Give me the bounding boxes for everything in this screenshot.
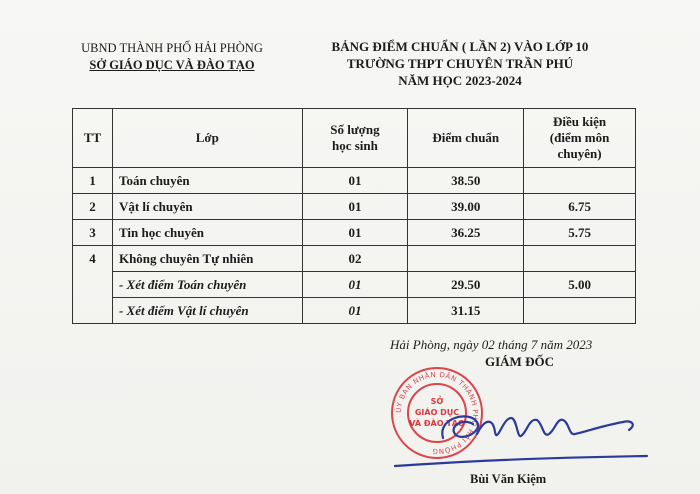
row-condition: 5.00: [524, 272, 636, 298]
row-count: 01: [302, 168, 408, 194]
row-score: [408, 246, 524, 272]
row-class: Không chuyên Tự nhiên: [112, 246, 302, 272]
row-condition: 5.75: [524, 220, 636, 246]
signer-name: Bùi Văn Kiệm: [470, 472, 547, 486]
header-tt: TT: [73, 109, 113, 168]
header-condition-line2: (điểm môn: [549, 130, 610, 145]
row-condition: [524, 246, 636, 272]
header-condition-line1: Điều kiện: [553, 114, 607, 129]
title-line-1: BẢNG ĐIỂM CHUẨN ( LẦN 2) VÀO LỚP 10: [331, 39, 589, 54]
issuing-organization: [62, 40, 282, 74]
seal-center-line-2: GIÁO DỤC: [414, 408, 460, 417]
row-class: - Xét điểm Vật lí chuyên: [112, 298, 302, 324]
seal-ring-text: ỦY BAN NHÂN DÂN THÀNH PHỐ HẢI PHÒNG: [394, 370, 480, 456]
row-condition: [524, 168, 636, 194]
row-count: 01: [302, 298, 408, 324]
row-condition: [524, 298, 636, 324]
seal-center-line-1: SỞ: [430, 397, 444, 406]
header-student-count-line1: Số lượng: [330, 122, 380, 137]
row-count: 02: [302, 246, 408, 272]
document-title: [290, 38, 630, 89]
header-student-count: [302, 109, 408, 168]
row-count: 01: [302, 220, 408, 246]
row-score: 36.25: [408, 220, 524, 246]
header-condition-line3: chuyên): [557, 146, 602, 161]
row-class: - Xét điểm Toán chuyên: [112, 272, 302, 298]
title-line-2: TRƯỜNG THPT CHUYÊN TRẦN PHÚ: [346, 56, 574, 71]
row-score: 31.15: [408, 298, 524, 324]
signature-icon: [385, 404, 655, 474]
row-condition: 6.75: [524, 194, 636, 220]
seal-center-line-3: VÀ ĐÀO TẠO: [409, 419, 465, 428]
table-row: [73, 194, 636, 220]
table-row: [73, 298, 636, 324]
table-header-row: [73, 109, 636, 168]
row-score: 38.50: [408, 168, 524, 194]
table-row: [73, 168, 636, 194]
row-tt: 4: [73, 246, 113, 324]
org-city-committee: UBND THÀNH PHỐ HẢI PHÒNG: [81, 41, 263, 55]
row-class: Vật lí chuyên: [112, 194, 302, 220]
header-student-count-line2: học sinh: [332, 138, 378, 153]
header-condition: [524, 109, 636, 168]
row-class: Tin học chuyên: [112, 220, 302, 246]
header-cutoff-score: Điểm chuẩn: [408, 109, 524, 168]
row-score: 39.00: [408, 194, 524, 220]
table-row: [73, 272, 636, 298]
table-row: [73, 220, 636, 246]
date-line: Hải Phòng, ngày 02 tháng 7 năm 2023: [390, 337, 593, 352]
title-line-3: NĂM HỌC 2023-2024: [398, 73, 522, 88]
row-score: 29.50: [408, 272, 524, 298]
row-class: Toán chuyên: [112, 168, 302, 194]
header-class: Lớp: [112, 109, 302, 168]
org-department: SỞ GIÁO DỤC VÀ ĐÀO TẠO: [89, 58, 255, 72]
row-tt: 3: [73, 220, 113, 246]
row-count: 01: [302, 194, 408, 220]
signer-role: GIÁM ĐỐC: [485, 354, 554, 369]
row-tt: 2: [73, 194, 113, 220]
admission-scores-table: [72, 108, 636, 324]
row-tt: 1: [73, 168, 113, 194]
row-count: 01: [302, 272, 408, 298]
table-row: [73, 246, 636, 272]
